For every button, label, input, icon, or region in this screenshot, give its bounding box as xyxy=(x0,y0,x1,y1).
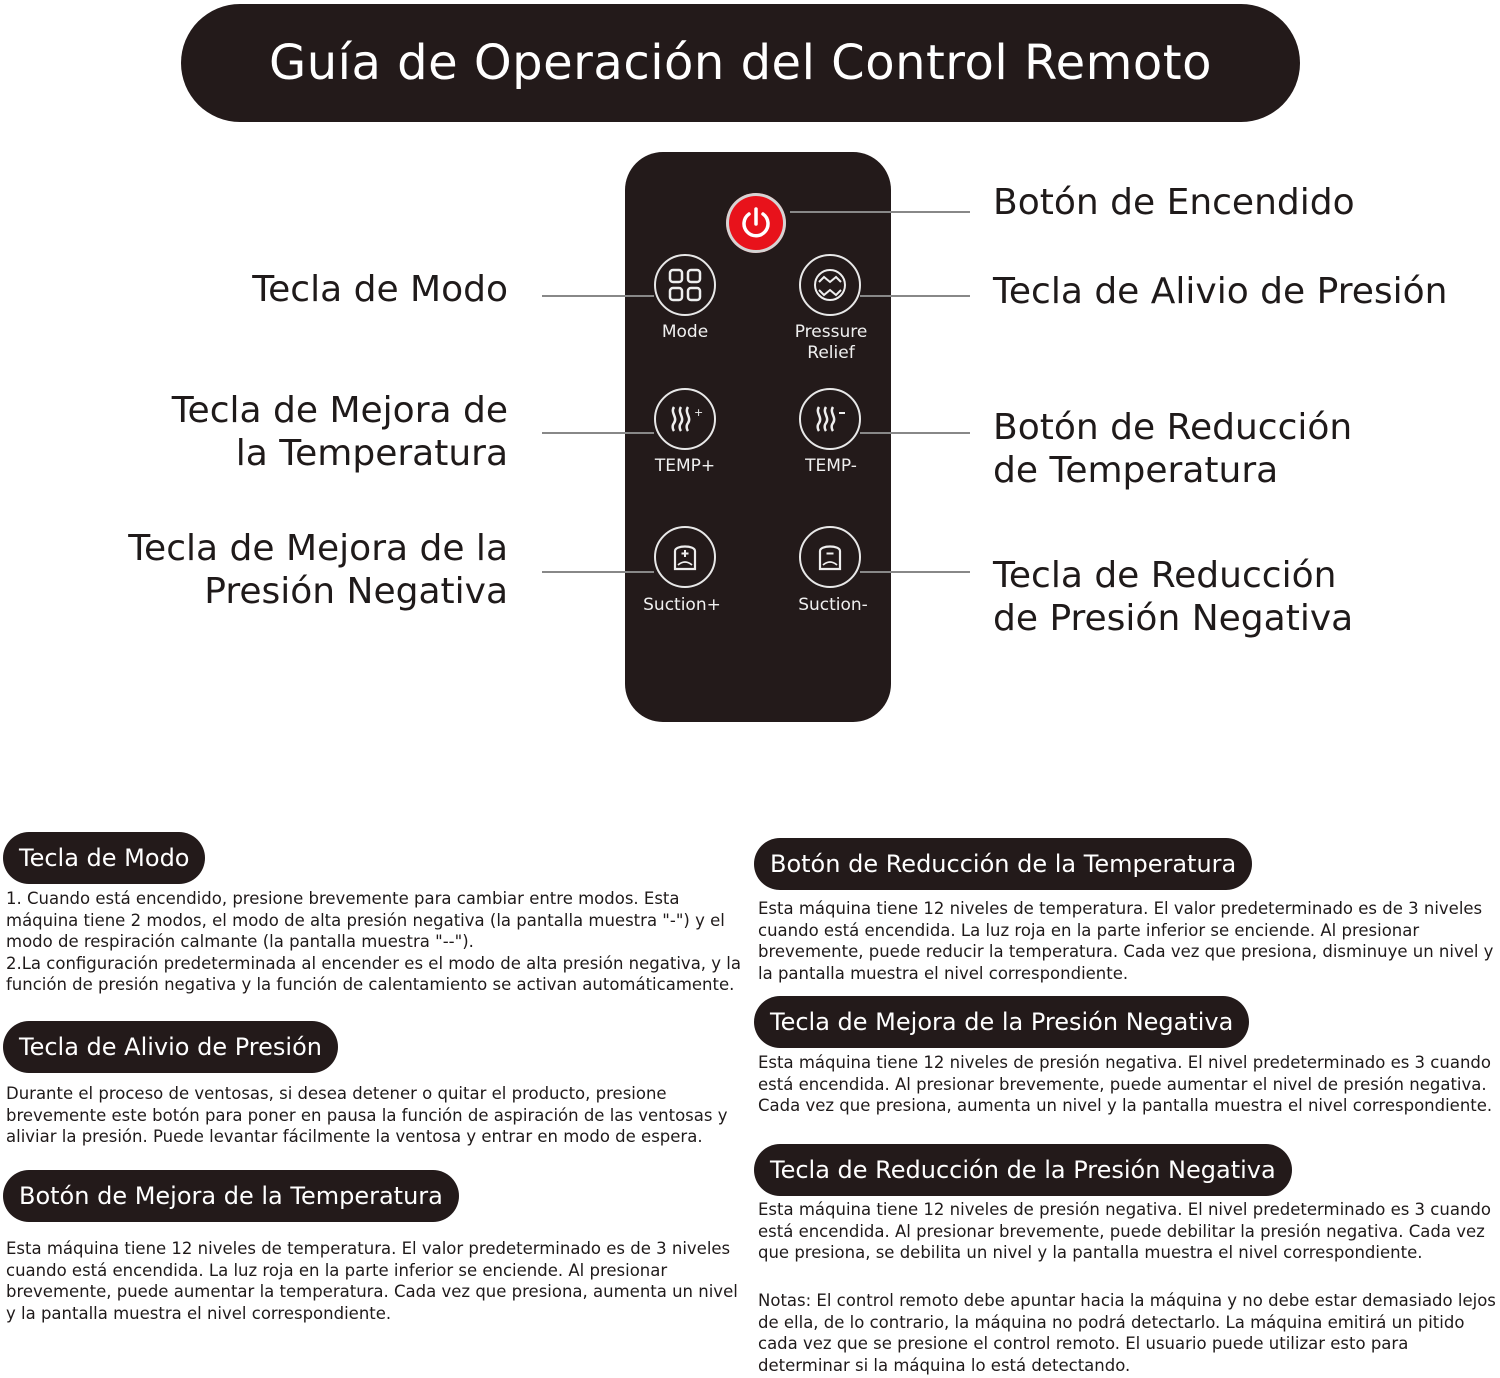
section-title-mode: Tecla de Modo xyxy=(3,832,205,884)
callout-press-down-1: Tecla de Reducción xyxy=(993,555,1337,596)
pressure-relief-icon xyxy=(811,266,849,304)
section-title-press-down: Tecla de Reducción de la Presión Negativa xyxy=(754,1144,1292,1196)
section-title-temp-down: Botón de Reducción de la Temperatura xyxy=(754,838,1252,890)
section-text-temp-down: Esta máquina tiene 12 niveles de temperatura. El valor predeterminado es de 3 niveles cuando está encendida. La luz roja en la parte inferior se enciende. Al presionar brevemente, puede reducir la temperatura. Cada vez que presiona, disminuye un nivel y la pantalla muestra el nivel correspondiente. xyxy=(758,899,1494,983)
mode-label: Mode xyxy=(661,322,709,342)
connector-temp-up xyxy=(542,432,654,434)
callout-temp-down-1: Botón de Reducción xyxy=(993,407,1353,448)
callout-temp-up-2: la Temperatura xyxy=(235,433,508,474)
section-text-mode: 1. Cuando está encendido, presione brevemente para cambiar entre modos. Esta máquina tiene 2 modos, el modo de alta presión negativa (la pantalla muestra "-") y el modo de respiración calmante (la pantalla muestra "--"). 2.La configuración predeterminada al encender es el modo de alta presión negativa, y la función de presión negativa y la función de calentamiento se activan automáticamente. xyxy=(6,889,741,995)
mode-button[interactable] xyxy=(654,254,716,316)
connector-power xyxy=(790,211,970,213)
pressure-relief-label-1: Pressure xyxy=(794,322,868,342)
callout-power: Botón de Encendido xyxy=(993,182,1355,223)
svg-text:+: + xyxy=(694,406,704,419)
remote-control xyxy=(625,152,891,722)
callout-temp-down-2: de Temperatura xyxy=(993,450,1279,491)
callout-mode: Tecla de Modo xyxy=(252,269,508,310)
connector-relief xyxy=(860,295,970,297)
section-text-temp-up: Esta máquina tiene 12 niveles de temperatura. El valor predeterminado es de 3 niveles cuando está encendida. La luz roja en la parte inferior se enciende. Al presionar brevemente, puede aumentar la temperatura. Cada vez que presiona, aumenta un nivel y la pantalla muestra el nivel correspondiente. xyxy=(6,1239,738,1323)
page-title: Guía de Operación del Control Remoto xyxy=(181,4,1300,122)
connector-press-up xyxy=(542,571,654,573)
notes-text: Notas: El control remoto debe apuntar hacia la máquina y no debe estar demasiado lejos de ella, de lo contrario, la máquina no podrá detectarlo. La máquina emitirá un pitido cada vez que se presione el control remoto. El usuario puede utilizar esto para determinar si la máquina lo está detectando. xyxy=(758,1291,1496,1375)
section-title-press-up: Tecla de Mejora de la Presión Negativa xyxy=(754,996,1249,1048)
pressure-relief-button[interactable] xyxy=(799,254,861,316)
suction-plus-button[interactable] xyxy=(654,526,716,588)
power-icon xyxy=(736,203,776,243)
callout-relief: Tecla de Alivio de Presión xyxy=(993,271,1448,312)
connector-temp-down xyxy=(860,432,970,434)
grid-icon xyxy=(666,266,704,304)
temp-minus-label: TEMP- xyxy=(805,456,857,476)
section-text-press-up: Esta máquina tiene 12 niveles de presión negativa. El nivel predeterminado es 3 cuando está encendida. Al presionar brevemente, puede aumentar el nivel de presión negativa. Cada vez que presiona, aumenta un nivel y la pantalla muestra el nivel correspondiente. xyxy=(758,1053,1493,1116)
heat-minus-icon xyxy=(810,399,850,439)
heat-plus-icon xyxy=(665,399,705,439)
temp-plus-label: TEMP+ xyxy=(654,456,716,476)
section-title-temp-up: Botón de Mejora de la Temperatura xyxy=(3,1170,459,1222)
power-button[interactable] xyxy=(726,193,786,253)
section-text-relief: Durante el proceso de ventosas, si desea detener o quitar el producto, presione brevemente este botón para poner en pausa la función de aspiración de las ventosas y aliviar la presión. Puede levantar fácilmente la ventosa y entrar en modo de espera. xyxy=(6,1084,728,1147)
connector-press-down xyxy=(860,571,970,573)
temp-plus-button[interactable] xyxy=(654,388,716,450)
callout-press-up-1: Tecla de Mejora de la xyxy=(128,528,508,569)
callout-press-up-2: Presión Negativa xyxy=(204,571,508,612)
suction-minus-label: Suction- xyxy=(798,595,868,615)
suction-plus-label: Suction+ xyxy=(643,595,721,615)
suction-cup-plus-icon xyxy=(665,537,705,577)
temp-minus-button[interactable] xyxy=(799,388,861,450)
suction-cup-minus-icon xyxy=(810,537,850,577)
section-title-relief: Tecla de Alivio de Presión xyxy=(3,1021,338,1073)
section-text-press-down: Esta máquina tiene 12 niveles de presión negativa. El nivel predeterminado es 3 cuando está encendida. Al presionar brevemente, puede debilitar la presión negativa. Cada vez que presiona, se debilita un nivel y la pantalla muestra el nivel correspondiente. xyxy=(758,1200,1491,1263)
pressure-relief-label-2: Relief xyxy=(807,343,855,363)
connector-mode xyxy=(542,295,654,297)
callout-temp-up-1: Tecla de Mejora de xyxy=(171,390,508,431)
callout-press-down-2: de Presión Negativa xyxy=(993,598,1354,639)
suction-minus-button[interactable] xyxy=(799,526,861,588)
